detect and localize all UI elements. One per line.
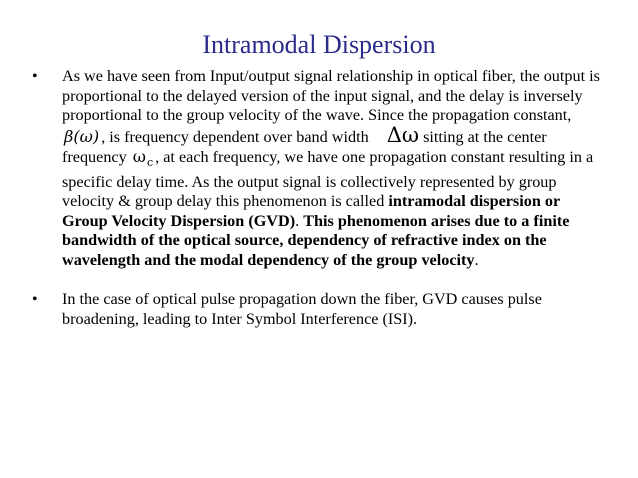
omega-c-symbol xyxy=(131,147,155,173)
slide-title: Intramodal Dispersion xyxy=(202,30,436,59)
bold-phenomenon-cause: This phenomenon arises due to a finite bandwidth of the optical source, dependency of refractive index on the wavelength and the modal dependency of the group velocity xyxy=(62,211,570,269)
bullet-marker: • xyxy=(32,68,38,85)
bullet-item-dispersion xyxy=(0,67,638,270)
bullet-list xyxy=(0,67,638,329)
bullet-item-pulse-broadening xyxy=(0,290,638,329)
bullet-text-propagation: , at each frequency, we have one propagation constant resulting in a specific delay time. As the output signal is collectively represented by group velocity & group delay this phenomenon is called xyxy=(62,148,594,210)
bullet-text-center-frequency: sitting at the center frequency xyxy=(62,127,547,166)
omega-symbol: ω xyxy=(132,147,146,166)
bullet-text-isi: In the case of optical pulse propagation down the fiber, GVD causes pulse broadening, leading to Inter Symbol Interference (ISI). xyxy=(62,290,542,328)
bullet-marker: • xyxy=(32,291,38,308)
omega-subscript: c xyxy=(146,156,154,169)
delta-omega-symbol: Δω xyxy=(386,122,420,147)
bullet-text-period: . xyxy=(295,211,300,230)
bullet-text-bandwidth: , is frequency dependent over band width xyxy=(101,127,369,146)
beta-omega-symbol: β(ω) xyxy=(64,126,100,146)
bullet-text-final-period: . xyxy=(474,250,479,269)
bold-gvd-term: intramodal dispersion or Group Velocity Dispersion (GVD) xyxy=(62,192,560,230)
bullet-text-intro: As we have seen from Input/output signal relationship in optical fiber, the output is proportional to the delayed version of the input signal, and the delay is inversely proportional to the group velocity of the wave. Since the propagation constant, xyxy=(62,67,600,124)
